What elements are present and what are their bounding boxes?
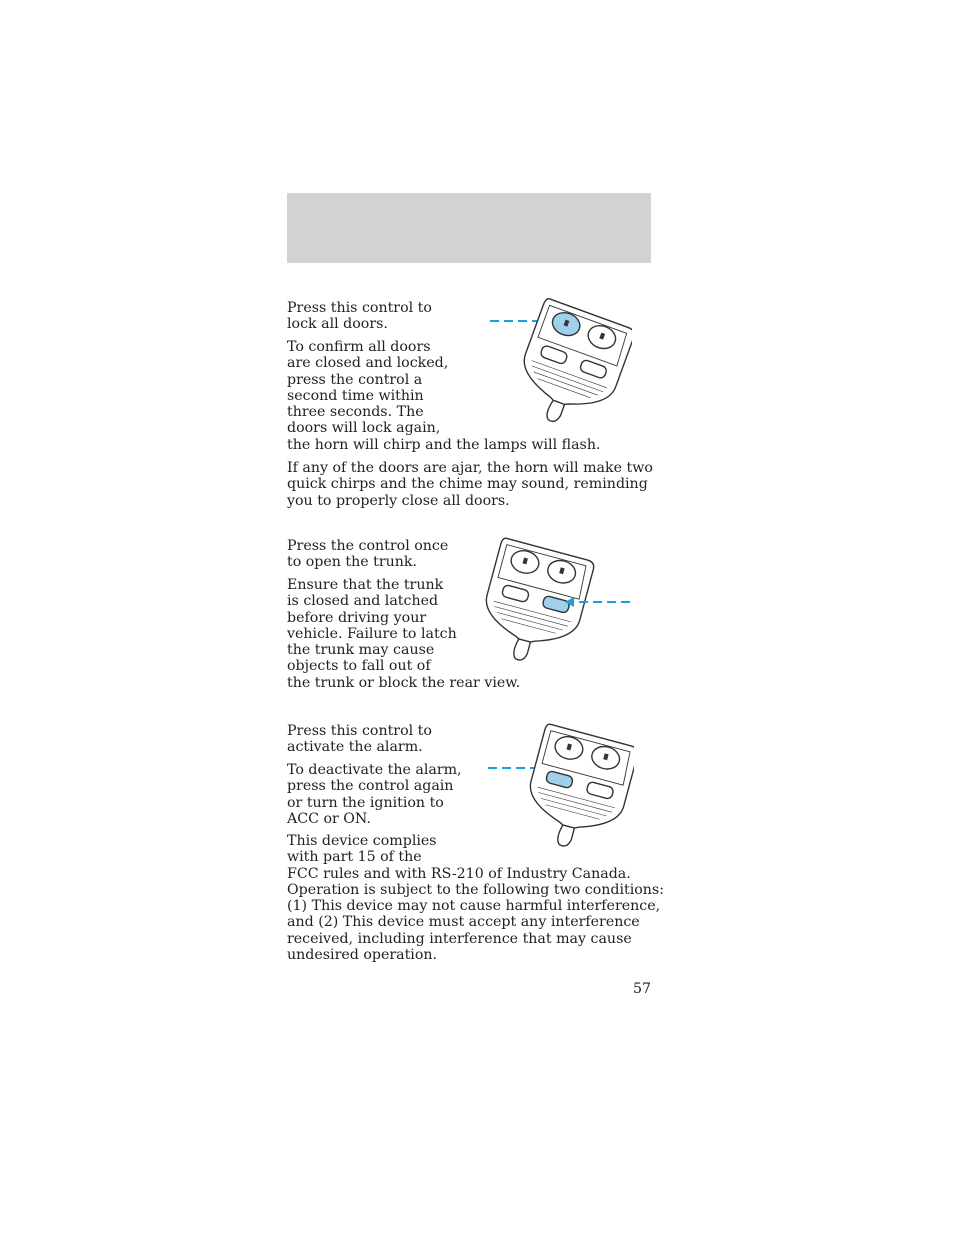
fcc-compliance-text: This device complies with part 15 of the FCC rules and with RS-210 of Industry Canada. Operation is subject to the following two conditions: (1) This device may not cause harmful interference, and (2) This device must accept any interference received, including interference that may cause undesired operation. <box>287 833 664 964</box>
page-number: 57 <box>632 981 651 997</box>
alarm-deactivate-text: To deactivate the alarm, press the control again or turn the ignition to ACC or ON. <box>287 762 462 827</box>
lock-confirm-text: To confirm all doors are closed and locked, press the control a second time within three seconds. The doors will lock again, the horn will chirp and the lamps will flash. <box>287 339 601 453</box>
trunk-warning-text: Ensure that the trunk is closed and latched before driving your vehicle. Failure to latch the trunk may cause objects to fall out of the trunk or block the rear view. <box>287 577 521 691</box>
trunk-instruction-text: Press the control once to open the trunk. <box>287 538 449 571</box>
key-fob-trunk-illustration <box>484 536 634 666</box>
key-fob-lock-illustration <box>486 298 632 428</box>
lock-instruction-text: Press this control to lock all doors. <box>287 300 432 333</box>
door-ajar-text: If any of the doors are ajar, the horn will make two quick chirps and the chime may sound, reminding you to properly close all doors. <box>287 460 653 509</box>
section-header-bar <box>287 193 651 263</box>
fob-body <box>484 537 595 653</box>
key-fob-alarm-illustration <box>484 722 634 852</box>
alarm-instruction-text: Press this control to activate the alarm. <box>287 723 432 756</box>
